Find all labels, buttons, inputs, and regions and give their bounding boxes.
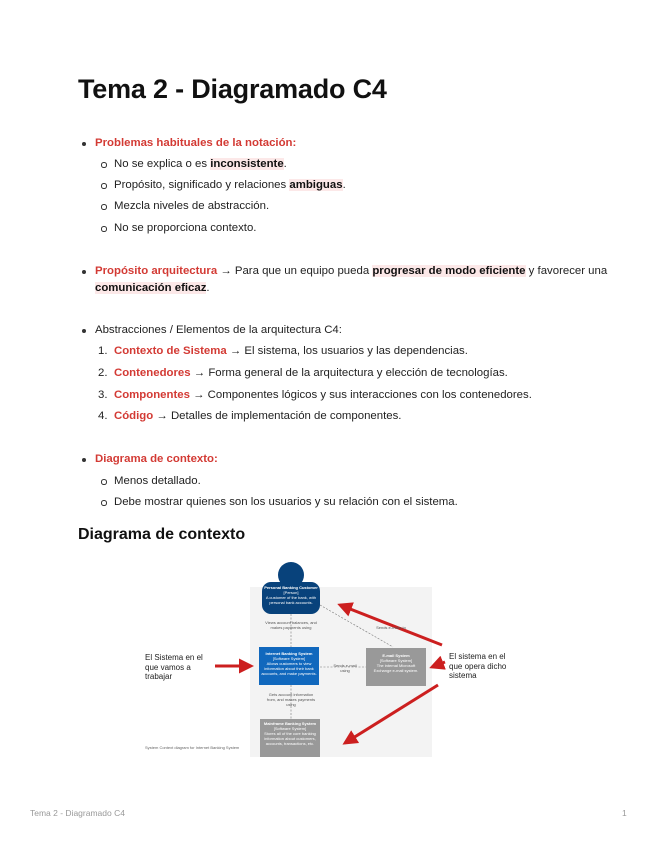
- purpose-label: Propósito arquitectura: [95, 265, 218, 277]
- item-label: Contexto de Sistema: [114, 345, 227, 357]
- person-label: [263, 585, 319, 605]
- item-text: → Detalles de implementación de componentes.: [153, 410, 402, 422]
- numbered-item: [98, 388, 532, 403]
- box-subtitle: [Software System]: [273, 726, 307, 731]
- box-title: Personal Banking Customer: [264, 585, 318, 590]
- item-text: → El sistema, los usuarios y las dependencias.: [226, 345, 468, 357]
- internet-banking-label: [261, 651, 317, 676]
- box-description: Stores all of the core banking information about customers, accounts, transactions, etc.: [264, 731, 316, 746]
- rel-label: Views account balances, and makes payments using: [265, 620, 317, 630]
- rel-label: Gets account information from, and makes payments using: [266, 692, 316, 707]
- bullet-abstractions: [95, 323, 342, 338]
- rel-label: Sends e-mail using: [333, 663, 357, 673]
- rel-label: Sends e-mails to: [376, 625, 406, 630]
- purpose-text: y favorecer una: [525, 265, 608, 277]
- list-item: [114, 221, 256, 236]
- item-text: No se explica o es: [114, 158, 211, 170]
- numbered-item: [98, 344, 468, 359]
- item-number: 3.: [98, 389, 108, 401]
- problems-label: Problemas habituales de la notación:: [95, 137, 297, 149]
- purpose-text: .: [206, 282, 210, 294]
- page-number: 1: [622, 808, 627, 818]
- item-number: 1.: [98, 345, 108, 357]
- item-text: Menos detallado.: [114, 475, 201, 487]
- box-description: A customer of the bank, with personal bank accounts.: [265, 595, 317, 605]
- item-label: Código: [114, 410, 154, 422]
- context-label: Diagrama de contexto:: [95, 453, 218, 465]
- bullet-problems: [95, 136, 296, 151]
- purpose-continuation: [95, 281, 210, 296]
- box-description: Allows customers to view information about their bank accounts, and make payments.: [261, 661, 317, 676]
- bullet-purpose: [95, 264, 607, 279]
- footer-title: Tema 2 - Diagramado C4: [30, 808, 125, 818]
- list-item: [114, 199, 269, 214]
- context-diagram: [145, 555, 515, 760]
- item-number: 2.: [98, 367, 108, 379]
- item-text: Debe mostrar quienes son los usuarios y su relación con el sistema.: [114, 496, 458, 508]
- list-item: [114, 495, 458, 510]
- item-text: .: [342, 179, 346, 191]
- item-label: Componentes: [114, 389, 190, 401]
- box-title: E-mail System: [382, 653, 410, 658]
- abstractions-intro: Abstracciones / Elementos de la arquitectura C4:: [95, 324, 342, 336]
- highlight: inconsistente: [210, 158, 284, 170]
- box-description: The internal Microsoft Exchange e-mail system.: [373, 663, 419, 673]
- item-text: → Componentes lógicos y sus interacciones con los contenedores.: [189, 389, 532, 401]
- item-text: Propósito, significado y relaciones: [114, 179, 290, 191]
- right-arrow-middle: [432, 662, 445, 667]
- item-text: → Forma general de la arquitectura y elección de tecnologías.: [190, 367, 508, 379]
- email-label: [368, 653, 424, 673]
- mainframe-label: [262, 721, 318, 746]
- page-title: Tema 2 - Diagramado C4: [78, 74, 387, 104]
- box-subtitle: [Software System]: [272, 656, 306, 661]
- box-title: Internet Banking System: [265, 651, 313, 656]
- box-subtitle: [Person]: [283, 590, 299, 595]
- bullet-context: [95, 452, 218, 467]
- highlight: progresar de modo eficiente: [372, 265, 526, 277]
- note-line: que opera dicho: [449, 661, 507, 671]
- highlight: ambiguas: [289, 179, 343, 191]
- item-text: No se proporciona contexto.: [114, 222, 257, 234]
- box-title: Mainframe Banking System: [263, 721, 317, 726]
- note-line: El sistema en el: [449, 652, 506, 661]
- right-note: [449, 652, 506, 681]
- item-label: Contenedores: [114, 367, 191, 379]
- list-item: [114, 474, 201, 489]
- purpose-text: → Para que un equipo pueda: [217, 265, 373, 277]
- note-line: que vamos a: [145, 662, 191, 672]
- numbered-item: [98, 409, 402, 424]
- item-text: .: [283, 158, 287, 170]
- box-subtitle: [Software System]: [379, 658, 413, 663]
- note-line: El Sistema en el: [145, 653, 203, 662]
- section-heading: Diagrama de contexto: [78, 526, 246, 543]
- left-note: [145, 653, 203, 682]
- list-item: [114, 157, 287, 172]
- item-text: Mezcla niveles de abstracción.: [114, 200, 270, 212]
- diagram-caption: System Context diagram for Internet Banking System: [145, 745, 240, 750]
- note-line: sistema: [449, 671, 477, 680]
- highlight: comunicación eficaz: [95, 282, 207, 294]
- note-line: trabajar: [145, 672, 173, 681]
- item-number: 4.: [98, 410, 108, 422]
- list-item: [114, 178, 346, 193]
- numbered-item: [98, 366, 508, 381]
